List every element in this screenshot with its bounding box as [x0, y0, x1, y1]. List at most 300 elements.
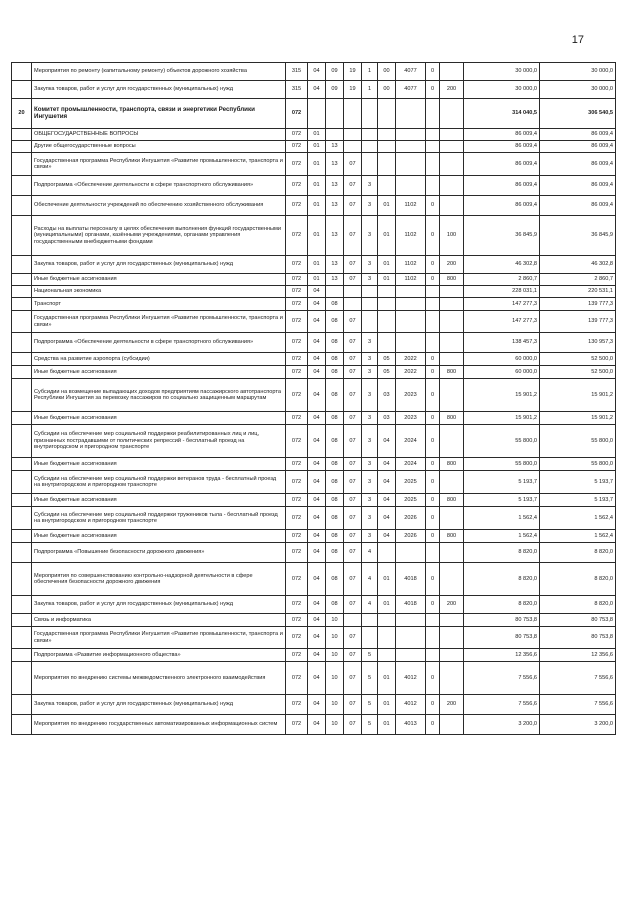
- direction-code: [396, 129, 426, 141]
- subprogram-code: 3: [362, 458, 378, 471]
- program-code: [344, 298, 362, 311]
- item-name: Иные бюджетные ассигнования: [32, 530, 286, 543]
- program-code: [344, 141, 362, 153]
- direction-suffix-code: 0: [426, 471, 440, 494]
- activity-code: 01: [378, 216, 396, 256]
- expense-type-code: [440, 63, 464, 81]
- ministry-code: 072: [286, 715, 308, 735]
- section-code: 04: [308, 715, 326, 735]
- section-code: 01: [308, 129, 326, 141]
- direction-code: 2026: [396, 507, 426, 530]
- row-number: [12, 256, 32, 274]
- table-row: [12, 196, 616, 216]
- expense-type-code: [440, 99, 464, 129]
- row-number: [12, 627, 32, 649]
- activity-code: 01: [378, 662, 396, 695]
- program-code: 07: [344, 715, 362, 735]
- subsection-code: 10: [326, 649, 344, 662]
- subsection-code: 10: [326, 662, 344, 695]
- row-number: [12, 494, 32, 507]
- amount-year-1: 147 277,3: [464, 298, 540, 311]
- ministry-code: 072: [286, 141, 308, 153]
- activity-code: 04: [378, 530, 396, 543]
- section-code: 04: [308, 563, 326, 596]
- ministry-code: 072: [286, 298, 308, 311]
- row-number: [12, 176, 32, 196]
- ministry-code: 072: [286, 379, 308, 412]
- ministry-code: 072: [286, 530, 308, 543]
- program-code: 07: [344, 256, 362, 274]
- amount-year-2: 139 777,3: [540, 298, 616, 311]
- expense-type-code: [440, 196, 464, 216]
- amount-year-2: 80 753,8: [540, 627, 616, 649]
- subsection-code: 13: [326, 153, 344, 176]
- direction-code: 4018: [396, 596, 426, 614]
- item-name: Подпрограмма «Обеспечение деятельности в сфере транспортного обслуживания»: [32, 333, 286, 353]
- subsection-code: 08: [326, 412, 344, 425]
- direction-suffix-code: [426, 129, 440, 141]
- activity-code: 04: [378, 494, 396, 507]
- table-row: [12, 216, 616, 256]
- table-row: [12, 715, 616, 735]
- expense-type-code: [440, 627, 464, 649]
- direction-suffix-code: [426, 141, 440, 153]
- direction-suffix-code: 0: [426, 563, 440, 596]
- page-number: 17: [571, 34, 584, 46]
- subprogram-code: 3: [362, 196, 378, 216]
- section-code: 04: [308, 507, 326, 530]
- activity-code: [378, 153, 396, 176]
- ministry-code: 072: [286, 649, 308, 662]
- direction-code: 4018: [396, 563, 426, 596]
- program-code: 07: [344, 507, 362, 530]
- direction-suffix-code: 0: [426, 256, 440, 274]
- direction-suffix-code: 0: [426, 662, 440, 695]
- program-code: 07: [344, 543, 362, 563]
- direction-suffix-code: [426, 614, 440, 627]
- section-code: [308, 99, 326, 129]
- table-row: [12, 471, 616, 494]
- table-row: [12, 366, 616, 379]
- budget-table: [11, 62, 616, 735]
- amount-year-2: 15 901,2: [540, 379, 616, 412]
- activity-code: [378, 649, 396, 662]
- amount-year-2: 15 901,2: [540, 412, 616, 425]
- amount-year-1: 7 556,6: [464, 662, 540, 695]
- amount-year-2: 52 500,0: [540, 366, 616, 379]
- subsection-code: 10: [326, 715, 344, 735]
- subprogram-code: 1: [362, 63, 378, 81]
- amount-year-2: 86 009,4: [540, 176, 616, 196]
- activity-code: 05: [378, 353, 396, 366]
- expense-type-code: 800: [440, 458, 464, 471]
- item-name: Обеспечение деятельности учреждений по обеспечению хозяйственного обслуживания: [32, 196, 286, 216]
- activity-code: 01: [378, 695, 396, 715]
- ministry-code: 072: [286, 627, 308, 649]
- item-name: Иные бюджетные ассигнования: [32, 366, 286, 379]
- section-code: 04: [308, 353, 326, 366]
- program-code: 07: [344, 333, 362, 353]
- ministry-code: 072: [286, 543, 308, 563]
- amount-year-2: 130 957,3: [540, 333, 616, 353]
- section-code: 04: [308, 530, 326, 543]
- amount-year-2: 86 009,4: [540, 153, 616, 176]
- table-row: [12, 662, 616, 695]
- item-name: Мероприятия по совершенствованию контрольно-надзорной деятельности в сфере обеспечения безопасности дорожного движения: [32, 563, 286, 596]
- program-code: 07: [344, 216, 362, 256]
- amount-year-2: 8 820,0: [540, 543, 616, 563]
- subprogram-code: 3: [362, 425, 378, 458]
- subprogram-code: 3: [362, 379, 378, 412]
- subsection-code: 13: [326, 196, 344, 216]
- direction-suffix-code: [426, 176, 440, 196]
- section-code: 04: [308, 379, 326, 412]
- subsection-code: 10: [326, 627, 344, 649]
- program-code: 07: [344, 627, 362, 649]
- subprogram-code: [362, 614, 378, 627]
- subprogram-code: 3: [362, 507, 378, 530]
- amount-year-2: 12 356,6: [540, 649, 616, 662]
- amount-year-1: 147 277,3: [464, 311, 540, 333]
- ministry-code: 072: [286, 333, 308, 353]
- row-number: [12, 129, 32, 141]
- program-code: 19: [344, 81, 362, 99]
- ministry-code: 072: [286, 311, 308, 333]
- amount-year-1: 5 193,7: [464, 494, 540, 507]
- amount-year-1: 2 860,7: [464, 274, 540, 286]
- program-code: 07: [344, 695, 362, 715]
- direction-suffix-code: [426, 627, 440, 649]
- subprogram-code: 4: [362, 543, 378, 563]
- program-code: [344, 614, 362, 627]
- section-code: 04: [308, 627, 326, 649]
- amount-year-1: 36 845,9: [464, 216, 540, 256]
- activity-code: 04: [378, 425, 396, 458]
- subsection-code: 08: [326, 507, 344, 530]
- direction-code: 2022: [396, 366, 426, 379]
- section-code: 04: [308, 286, 326, 298]
- row-number: [12, 649, 32, 662]
- program-code: 07: [344, 274, 362, 286]
- amount-year-1: 228 031,1: [464, 286, 540, 298]
- ministry-code: 315: [286, 81, 308, 99]
- row-number: [12, 81, 32, 99]
- ministry-code: 072: [286, 471, 308, 494]
- row-number: [12, 530, 32, 543]
- amount-year-2: 220 531,1: [540, 286, 616, 298]
- item-name: Подпрограмма «Развитие информационного общества»: [32, 649, 286, 662]
- table-row: [12, 256, 616, 274]
- amount-year-1: 15 901,2: [464, 412, 540, 425]
- activity-code: [378, 543, 396, 563]
- expense-type-code: 800: [440, 366, 464, 379]
- table-row: [12, 63, 616, 81]
- program-code: 07: [344, 353, 362, 366]
- row-number: [12, 379, 32, 412]
- direction-suffix-code: 0: [426, 715, 440, 735]
- subsection-code: 13: [326, 256, 344, 274]
- expense-type-code: [440, 662, 464, 695]
- row-number: [12, 614, 32, 627]
- activity-code: 01: [378, 274, 396, 286]
- amount-year-2: 86 009,4: [540, 196, 616, 216]
- amount-year-2: 7 556,6: [540, 662, 616, 695]
- amount-year-1: 60 000,0: [464, 366, 540, 379]
- item-name: Закупка товаров, работ и услуг для государственных (муниципальных) нужд: [32, 596, 286, 614]
- subprogram-code: [362, 627, 378, 649]
- subsection-code: 08: [326, 298, 344, 311]
- direction-code: 4012: [396, 662, 426, 695]
- row-number: [12, 563, 32, 596]
- direction-suffix-code: [426, 543, 440, 563]
- subsection-code: 08: [326, 458, 344, 471]
- direction-code: [396, 543, 426, 563]
- expense-type-code: 800: [440, 494, 464, 507]
- amount-year-2: 7 556,6: [540, 695, 616, 715]
- direction-suffix-code: 0: [426, 379, 440, 412]
- amount-year-2: 3 200,0: [540, 715, 616, 735]
- row-number: [12, 458, 32, 471]
- direction-suffix-code: [426, 286, 440, 298]
- row-number: [12, 425, 32, 458]
- subsection-code: 08: [326, 353, 344, 366]
- table-row: [12, 695, 616, 715]
- ministry-code: 072: [286, 695, 308, 715]
- subsection-code: 08: [326, 333, 344, 353]
- ministry-code: 072: [286, 286, 308, 298]
- direction-suffix-code: 0: [426, 412, 440, 425]
- ministry-code: 072: [286, 216, 308, 256]
- subsection-code: [326, 129, 344, 141]
- expense-type-code: [440, 715, 464, 735]
- subprogram-code: 3: [362, 412, 378, 425]
- expense-type-code: 800: [440, 412, 464, 425]
- row-number: [12, 662, 32, 695]
- subsection-code: 09: [326, 63, 344, 81]
- section-code: 04: [308, 695, 326, 715]
- subprogram-code: 3: [362, 216, 378, 256]
- direction-suffix-code: 0: [426, 63, 440, 81]
- expense-type-code: [440, 379, 464, 412]
- program-code: 07: [344, 176, 362, 196]
- ministry-code: 072: [286, 99, 308, 129]
- subsection-code: 08: [326, 563, 344, 596]
- item-name: Подпрограмма «Обеспечение деятельности в сфере транспортного обслуживания»: [32, 176, 286, 196]
- activity-code: 05: [378, 366, 396, 379]
- subprogram-code: 3: [362, 494, 378, 507]
- row-number: [12, 153, 32, 176]
- activity-code: [378, 129, 396, 141]
- row-number: [12, 286, 32, 298]
- row-number: [12, 366, 32, 379]
- direction-suffix-code: 0: [426, 695, 440, 715]
- subprogram-code: [362, 298, 378, 311]
- amount-year-1: 55 800,0: [464, 425, 540, 458]
- table-row: [12, 311, 616, 333]
- item-name: Подпрограмма «Повышение безопасности дорожного движения»: [32, 543, 286, 563]
- table-row: [12, 379, 616, 412]
- table-row: [12, 286, 616, 298]
- subsection-code: 08: [326, 366, 344, 379]
- expense-type-code: [440, 563, 464, 596]
- item-name: Иные бюджетные ассигнования: [32, 274, 286, 286]
- item-name: Транспорт: [32, 298, 286, 311]
- direction-suffix-code: [426, 311, 440, 333]
- item-name: Средства на развитие аэропорта (субсидии): [32, 353, 286, 366]
- subprogram-code: 3: [362, 471, 378, 494]
- amount-year-2: 52 500,0: [540, 353, 616, 366]
- section-code: 04: [308, 614, 326, 627]
- amount-year-1: 138 457,3: [464, 333, 540, 353]
- row-number: [12, 715, 32, 735]
- direction-code: 2022: [396, 353, 426, 366]
- activity-code: 01: [378, 196, 396, 216]
- activity-code: [378, 176, 396, 196]
- activity-code: [378, 627, 396, 649]
- program-code: 07: [344, 311, 362, 333]
- section-code: 04: [308, 63, 326, 81]
- item-name: Государственная программа Республики Ингушетия «Развитие промышленности, транспорта и связи»: [32, 311, 286, 333]
- amount-year-2: 46 302,8: [540, 256, 616, 274]
- amount-year-1: 86 009,4: [464, 129, 540, 141]
- expense-type-code: [440, 471, 464, 494]
- item-name: Комитет промышленности, транспорта, связи и энергетики Республики Ингушетия: [32, 99, 286, 129]
- activity-code: [378, 298, 396, 311]
- activity-code: [378, 333, 396, 353]
- section-code: 01: [308, 141, 326, 153]
- program-code: 07: [344, 471, 362, 494]
- expense-type-code: 100: [440, 216, 464, 256]
- ministry-code: 072: [286, 274, 308, 286]
- activity-code: 01: [378, 256, 396, 274]
- amount-year-1: 314 040,5: [464, 99, 540, 129]
- item-name: Субсидии на возмещение выпадающих доходов предприятиям пассажирского автотранспорта Республики Ингушетия за перевозку пассажиров по социально защищенным маршрутам: [32, 379, 286, 412]
- direction-code: 2024: [396, 458, 426, 471]
- expense-type-code: [440, 543, 464, 563]
- direction-code: [396, 286, 426, 298]
- section-code: 04: [308, 311, 326, 333]
- table-row: [12, 425, 616, 458]
- direction-code: [396, 627, 426, 649]
- subsection-code: 08: [326, 379, 344, 412]
- expense-type-code: [440, 298, 464, 311]
- expense-type-code: 800: [440, 530, 464, 543]
- ministry-code: 072: [286, 412, 308, 425]
- table-row: [12, 412, 616, 425]
- direction-code: 2026: [396, 530, 426, 543]
- ministry-code: 072: [286, 353, 308, 366]
- section-code: 04: [308, 298, 326, 311]
- direction-suffix-code: [426, 649, 440, 662]
- direction-code: [396, 614, 426, 627]
- program-code: 07: [344, 662, 362, 695]
- table-row: [12, 81, 616, 99]
- direction-code: 2023: [396, 412, 426, 425]
- section-code: 01: [308, 176, 326, 196]
- direction-code: 4077: [396, 63, 426, 81]
- table-row: [12, 333, 616, 353]
- subprogram-code: 3: [362, 333, 378, 353]
- item-name: Государственная программа Республики Ингушетия «Развитие промышленности, транспорта и связи»: [32, 153, 286, 176]
- subsection-code: 08: [326, 471, 344, 494]
- subsection-code: 08: [326, 311, 344, 333]
- amount-year-2: 55 800,0: [540, 458, 616, 471]
- table-body: [12, 63, 616, 735]
- ministry-code: 072: [286, 458, 308, 471]
- section-code: 01: [308, 196, 326, 216]
- program-code: 07: [344, 596, 362, 614]
- item-name: Расходы на выплаты персоналу в целях обеспечения выполнения функций государственными (муниципальными) органами, казёнными учреждениями, органами управления государственными внебюджетными фондами: [32, 216, 286, 256]
- ministry-code: 072: [286, 596, 308, 614]
- amount-year-2: 30 000,0: [540, 63, 616, 81]
- section-code: 04: [308, 458, 326, 471]
- expense-type-code: [440, 286, 464, 298]
- subprogram-code: 3: [362, 366, 378, 379]
- activity-code: 00: [378, 81, 396, 99]
- amount-year-1: 55 800,0: [464, 458, 540, 471]
- table-row: [12, 543, 616, 563]
- section-code: 04: [308, 425, 326, 458]
- amount-year-1: 86 009,4: [464, 176, 540, 196]
- program-code: 07: [344, 649, 362, 662]
- expense-type-code: 200: [440, 256, 464, 274]
- amount-year-1: 3 200,0: [464, 715, 540, 735]
- item-name: Другие общегосударственные вопросы: [32, 141, 286, 153]
- row-number: [12, 543, 32, 563]
- subsection-code: 08: [326, 530, 344, 543]
- subsection-code: 13: [326, 141, 344, 153]
- direction-suffix-code: [426, 333, 440, 353]
- row-number: 20: [12, 99, 32, 129]
- expense-type-code: [440, 129, 464, 141]
- direction-code: 4012: [396, 695, 426, 715]
- program-code: 07: [344, 412, 362, 425]
- activity-code: 00: [378, 63, 396, 81]
- amount-year-2: 86 009,4: [540, 141, 616, 153]
- expense-type-code: 200: [440, 596, 464, 614]
- activity-code: [378, 311, 396, 333]
- amount-year-1: 80 753,8: [464, 627, 540, 649]
- ministry-code: 072: [286, 425, 308, 458]
- amount-year-2: 306 540,5: [540, 99, 616, 129]
- program-code: 07: [344, 153, 362, 176]
- direction-suffix-code: 0: [426, 530, 440, 543]
- expense-type-code: [440, 153, 464, 176]
- subsection-code: 10: [326, 695, 344, 715]
- direction-code: [396, 99, 426, 129]
- direction-code: [396, 333, 426, 353]
- subsection-code: 08: [326, 494, 344, 507]
- direction-code: [396, 298, 426, 311]
- row-number: [12, 412, 32, 425]
- ministry-code: 315: [286, 63, 308, 81]
- item-name: ОБЩЕГОСУДАРСТВЕННЫЕ ВОПРОСЫ: [32, 129, 286, 141]
- amount-year-1: 60 000,0: [464, 353, 540, 366]
- section-code: 04: [308, 412, 326, 425]
- row-number: [12, 196, 32, 216]
- item-name: Субсидии на обеспечение мер социальной поддержки тружеников тыла - бесплатный проезд на внутригородском и пригородном транспорте: [32, 507, 286, 530]
- row-number: [12, 63, 32, 81]
- section-code: 04: [308, 494, 326, 507]
- expense-type-code: 800: [440, 274, 464, 286]
- subprogram-code: 3: [362, 256, 378, 274]
- expense-type-code: [440, 353, 464, 366]
- activity-code: 01: [378, 715, 396, 735]
- program-code: [344, 286, 362, 298]
- subsection-code: 13: [326, 274, 344, 286]
- section-code: 04: [308, 333, 326, 353]
- subprogram-code: 5: [362, 715, 378, 735]
